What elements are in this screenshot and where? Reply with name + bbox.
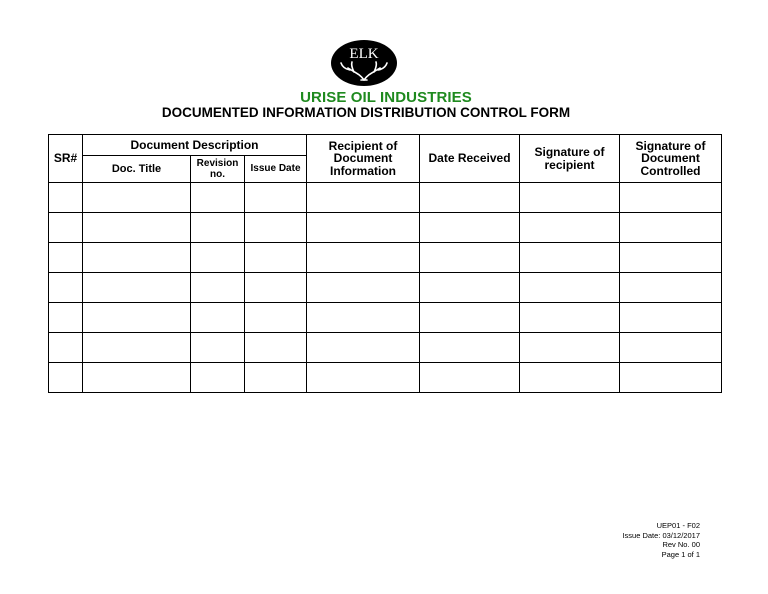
date-received-cell[interactable] [420, 273, 520, 303]
sr-cell[interactable] [49, 213, 83, 243]
signature-recipient-cell[interactable] [520, 213, 620, 243]
document-control-footer [560, 521, 700, 559]
table-row [49, 183, 722, 213]
date-received-cell[interactable] [420, 303, 520, 333]
sr-cell[interactable] [49, 333, 83, 363]
revision-cell[interactable] [191, 303, 245, 333]
footer-page: Page 1 of 1 [661, 549, 700, 559]
recipient-cell[interactable] [307, 213, 420, 243]
table-row [49, 243, 722, 273]
signature-recipient-cell[interactable] [520, 363, 620, 393]
distribution-control-table [48, 134, 722, 393]
header-sr: SR# [49, 135, 83, 183]
sr-cell[interactable] [49, 273, 83, 303]
revision-cell[interactable] [191, 213, 245, 243]
signature-recipient-cell[interactable] [520, 273, 620, 303]
doc-title-cell[interactable] [83, 273, 191, 303]
recipient-cell[interactable] [307, 273, 420, 303]
doc-title-cell[interactable] [83, 243, 191, 273]
doc-title-cell[interactable] [83, 303, 191, 333]
header-revision: Revision no. [191, 156, 245, 183]
footer-rev-no: Rev No. 00 [662, 540, 700, 549]
signature-controlled-cell[interactable] [620, 303, 722, 333]
header-date-received: Date Received [420, 135, 520, 183]
date-received-cell[interactable] [420, 213, 520, 243]
form-title: DOCUMENTED INFORMATION DISTRIBUTION CONTROL FORM [161, 105, 571, 120]
signature-recipient-cell[interactable] [520, 333, 620, 363]
issue-date-cell[interactable] [245, 333, 307, 363]
sr-cell[interactable] [49, 363, 83, 393]
revision-cell[interactable] [191, 333, 245, 363]
sr-cell[interactable] [49, 183, 83, 213]
recipient-cell[interactable] [307, 243, 420, 273]
table-row [49, 213, 722, 243]
signature-controlled-cell[interactable] [620, 243, 722, 273]
date-received-cell[interactable] [420, 363, 520, 393]
table-row [49, 333, 722, 363]
doc-title-cell[interactable] [83, 183, 191, 213]
doc-title-cell[interactable] [83, 213, 191, 243]
company-name: URISE OIL INDUSTRIES [300, 89, 472, 106]
signature-controlled-cell[interactable] [620, 273, 722, 303]
date-received-cell[interactable] [420, 243, 520, 273]
table-row [49, 363, 722, 393]
issue-date-cell[interactable] [245, 213, 307, 243]
issue-date-cell[interactable] [245, 273, 307, 303]
revision-cell[interactable] [191, 273, 245, 303]
header-document-description: Document Description [83, 135, 307, 156]
signature-recipient-cell[interactable] [520, 303, 620, 333]
recipient-cell[interactable] [307, 183, 420, 213]
sr-cell[interactable] [49, 303, 83, 333]
revision-cell[interactable] [191, 363, 245, 393]
recipient-cell[interactable] [307, 303, 420, 333]
signature-controlled-cell[interactable] [620, 183, 722, 213]
signature-recipient-cell[interactable] [520, 183, 620, 213]
date-received-cell[interactable] [420, 333, 520, 363]
footer-doc-code: UEP01 - F02 [656, 521, 700, 530]
table-row [49, 273, 722, 303]
signature-controlled-cell[interactable] [620, 333, 722, 363]
company-logo [330, 38, 398, 88]
signature-recipient-cell[interactable] [520, 243, 620, 273]
footer-issue-date: Issue Date: 03/12/2017 [622, 530, 700, 540]
header-issue-date: Issue Date [245, 156, 307, 183]
issue-date-cell[interactable] [245, 183, 307, 213]
signature-controlled-cell[interactable] [620, 363, 722, 393]
recipient-cell[interactable] [307, 363, 420, 393]
header-signature-recipient: Signature of recipient [520, 135, 620, 183]
recipient-cell[interactable] [307, 333, 420, 363]
table-body [49, 183, 722, 393]
header-signature-controlled: Signature of Document Controlled [620, 135, 722, 183]
revision-cell[interactable] [191, 243, 245, 273]
revision-cell[interactable] [191, 183, 245, 213]
issue-date-cell[interactable] [245, 243, 307, 273]
issue-date-cell[interactable] [245, 303, 307, 333]
doc-title-cell[interactable] [83, 363, 191, 393]
issue-date-cell[interactable] [245, 363, 307, 393]
doc-title-cell[interactable] [83, 333, 191, 363]
table-row [49, 303, 722, 333]
sr-cell[interactable] [49, 243, 83, 273]
date-received-cell[interactable] [420, 183, 520, 213]
header-recipient: Recipient of Document Information [307, 135, 420, 183]
logo-text: ELK [349, 46, 379, 62]
elk-antlers-logo-icon [330, 38, 398, 88]
header-doc-title: Doc. Title [83, 156, 191, 183]
signature-controlled-cell[interactable] [620, 213, 722, 243]
